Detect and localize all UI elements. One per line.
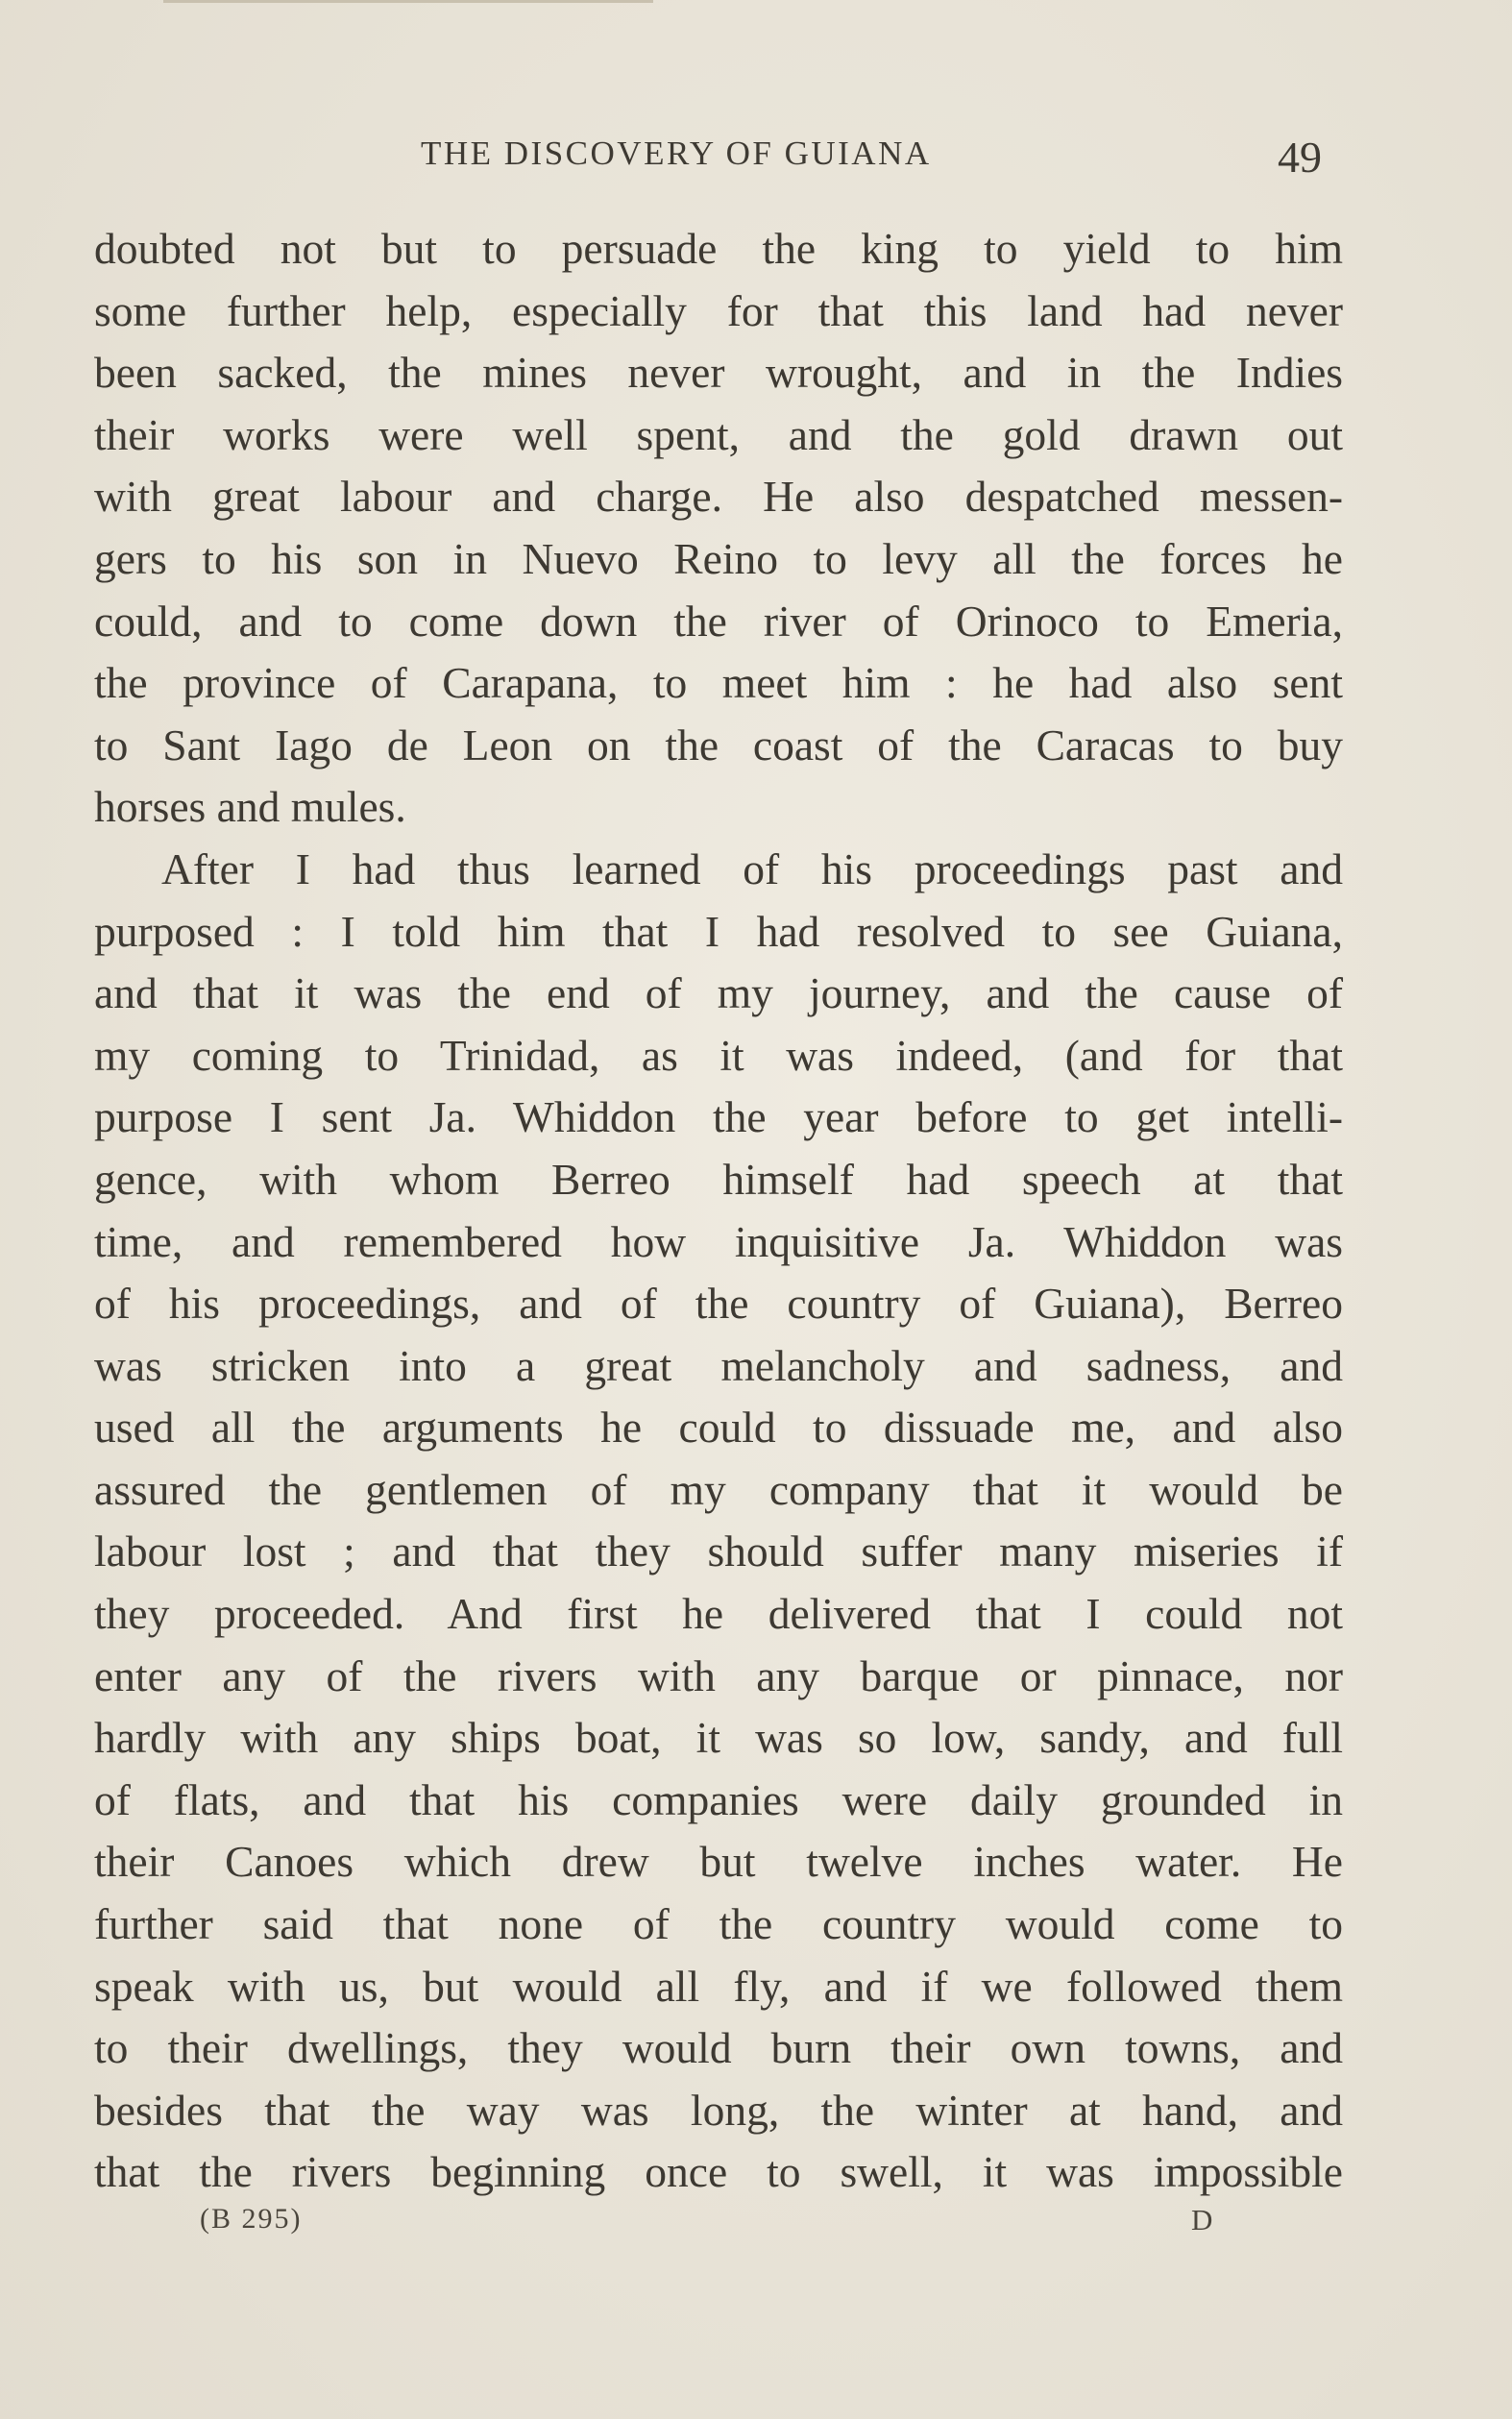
signature-letter: D [1191,2203,1213,2236]
page-number: 49 [1278,133,1322,182]
text-line-content: speak with us, but would all fly, and if we followed them [94,1961,1343,2011]
text-line [94,1707,1343,1770]
text-line [94,1335,1343,1398]
text-line-content: their works were well spent, and the gold drawn out [94,409,1343,459]
text-line [94,218,1343,281]
text-line [94,1211,1343,1274]
top-edge-rule [163,0,653,3]
text-line [94,342,1343,404]
text-line-content: further said that none of the country would come to [94,1899,1343,1949]
text-line [94,1087,1343,1149]
text-line-content: purpose I sent Ja. Whiddon the year before to get intelli- [94,1092,1343,1142]
text-line-content: gers to his son in Nuevo Reino to levy all the forces he [94,533,1343,583]
text-line [94,776,1343,839]
text-line-content: of his proceedings, and of the country of Guiana), Berreo [94,1279,1343,1329]
text-line [94,1025,1343,1087]
text-line [94,2017,1343,2080]
text-line-content: the province of Carapana, to meet him : he had also sent [94,658,1343,708]
text-line-content: with great labour and charge. He also despatched messen- [94,472,1343,522]
text-line-content: been sacked, the mines never wrought, and in the Indies [94,348,1343,398]
text-line-content: enter any of the rivers with any barque or pinnace, nor [94,1650,1343,1700]
text-line [94,281,1343,343]
running-title: THE DISCOVERY OF GUIANA [421,134,932,172]
body-text [94,218,1343,2204]
text-line-content: they proceeded. And first he delivered that I could not [94,1589,1343,1639]
text-line [94,2141,1343,2204]
running-head [0,131,1512,188]
text-line [94,901,1343,964]
text-line-content: gence, with whom Berreo himself had speech at that [94,1154,1343,1204]
text-line-content: assured the gentlemen of my company that it would be [94,1464,1343,1514]
text-line [94,1149,1343,1211]
text-line-content: hardly with any ships boat, it was so low, sandy, and full [94,1713,1343,1763]
text-line [94,1397,1343,1459]
text-line [94,528,1343,591]
text-line [94,1521,1343,1583]
text-line [94,1956,1343,2018]
text-line-content: that the rivers beginning once to swell, it was impossible [94,2147,1343,2197]
text-line-content: labour lost ; and that they should suffer many miseries if [94,1527,1343,1576]
text-line-content: and that it was the end of my journey, and the cause of [94,968,1343,1018]
text-line-content: could, and to come down the river of Orinoco to Emeria, [94,596,1343,646]
paragraph-2 [94,839,1343,2204]
paragraph-1 [94,218,1343,839]
text-line [94,1459,1343,1522]
text-line-content: time, and remembered how inquisitive Ja. Whiddon was [94,1216,1343,1266]
text-line [94,652,1343,715]
text-line-content: was stricken into a great melancholy and sadness, and [94,1340,1343,1390]
signature-footer [0,2203,1512,2241]
text-line [94,404,1343,467]
text-line-content: of flats, and that his companies were daily grounded in [94,1774,1343,1824]
text-line [94,1770,1343,1832]
text-line [94,2080,1343,2142]
text-line-content: horses and mules. [94,782,406,832]
text-line [94,1583,1343,1646]
text-line-content: doubted not but to persuade the king to yield to him [94,224,1343,273]
text-line [94,1646,1343,1708]
text-line-content: my coming to Trinidad, as it was indeed, (and for that [94,1030,1343,1080]
text-line [94,466,1343,528]
text-line [94,591,1343,653]
text-line-content: their Canoes which drew but twelve inches water. He [94,1837,1343,1887]
text-line [94,715,1343,777]
text-line-content: to their dwellings, they would burn their own towns, and [94,2023,1343,2073]
text-line-content: After I had thus learned of his proceedings past and [161,843,1343,893]
text-line-content: besides that the way was long, the winter at hand, and [94,2085,1343,2135]
text-line-content: purposed : I told him that I had resolved to see Guiana, [94,906,1343,956]
text-line [94,963,1343,1025]
text-line-content: used all the arguments he could to dissuade me, and also [94,1403,1343,1453]
printer-signature: (B 295) [200,2203,303,2235]
text-line [94,1831,1343,1894]
text-line [94,839,1343,901]
text-line [94,1894,1343,1956]
text-line-content: to Sant Iago de Leon on the coast of the Caracas to buy [94,720,1343,770]
text-line [94,1273,1343,1335]
text-line-content: some further help, especially for that this land had never [94,285,1343,335]
